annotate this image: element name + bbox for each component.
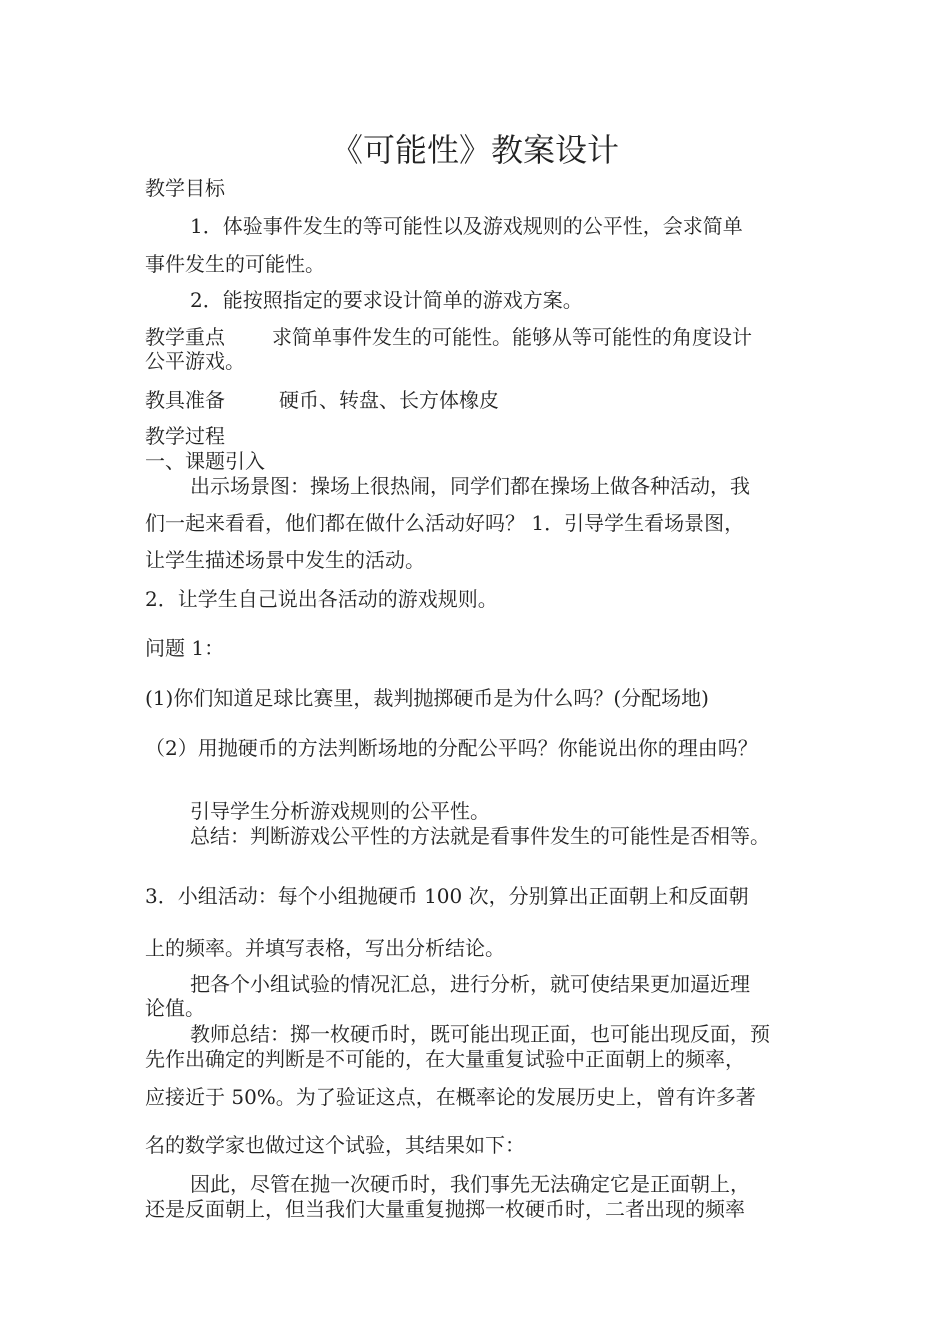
guide-line: 引导学生分析游戏规则的公平性。 xyxy=(190,799,490,823)
objective-1-line-2: 事件发生的可能性。 xyxy=(145,252,325,276)
section-1-heading: 一、课题引入 xyxy=(145,449,265,473)
aggregate-line-1: 把各个小组试验的情况汇总，进行分析，就可使结果更加逼近理 xyxy=(190,972,750,996)
intro-line-2: 们一起来看看，他们都在做什么活动好吗？ 1．引导学生看场景图， xyxy=(145,511,745,535)
question-1-1: (1)你们知道足球比赛里，裁判抛掷硬币是为什么吗？(分配场地) xyxy=(145,686,709,710)
key-point-label: 教学重点 xyxy=(145,325,225,349)
tools-text: 硬币、转盘、长方体橡皮 xyxy=(279,388,499,412)
summary-line: 总结：判断游戏公平性的方法就是看事件发生的可能性是否相等。 xyxy=(190,824,770,848)
objective-2: 2．能按照指定的要求设计简单的游戏方案。 xyxy=(190,288,583,312)
process-heading: 教学过程 xyxy=(145,424,225,448)
objectives-heading: 教学目标 xyxy=(145,176,225,200)
step-3-line-2: 上的频率。并填写表格，写出分析结论。 xyxy=(145,936,505,960)
intro-line-3: 让学生描述场景中发生的活动。 xyxy=(145,548,425,572)
tools-label: 教具准备 xyxy=(145,388,225,412)
question-1-label: 问题 1： xyxy=(145,636,225,660)
question-1-2: （2）用抛硬币的方法判断场地的分配公平吗？你能说出你的理由吗？ xyxy=(145,736,758,760)
step-3-line-1: 3．小组活动：每个小组抛硬币 100 次，分别算出正面朝上和反面朝 xyxy=(145,884,749,908)
objective-1-line-1: 1．体验事件发生的等可能性以及游戏规则的公平性，会求简单 xyxy=(190,214,743,238)
teacher-line-4: 名的数学家也做过这个试验，其结果如下： xyxy=(145,1133,525,1157)
intro-line-1: 出示场景图：操场上很热闹，同学们都在操场上做各种活动，我 xyxy=(190,474,750,498)
key-point-text: 求简单事件发生的可能性。能够从等可能性的角度设计 xyxy=(272,325,752,349)
step-2: 2．让学生自己说出各活动的游戏规则。 xyxy=(145,587,498,611)
conclusion-line-2: 还是反面朝上，但当我们大量重复抛掷一枚硬币时，二者出现的频率 xyxy=(145,1197,745,1221)
aggregate-line-2: 论值。 xyxy=(145,996,205,1020)
key-point-row xyxy=(145,325,752,349)
conclusion-line-1: 因此，尽管在抛一次硬币时，我们事先无法确定它是正面朝上， xyxy=(190,1172,750,1196)
teacher-line-1: 教师总结：掷一枚硬币时，既可能出现正面，也可能出现反面，预 xyxy=(190,1022,770,1046)
teacher-line-2: 先作出确定的判断是不可能的，在大量重复试验中正面朝上的频率， xyxy=(145,1047,745,1071)
document-title: 《可能性》教案设计 xyxy=(330,131,619,169)
tools-row xyxy=(145,388,499,412)
key-point-text-continued: 公平游戏。 xyxy=(145,349,245,373)
teacher-line-3: 应接近于 50%。为了验证这点，在概率论的发展历史上，曾有许多著 xyxy=(145,1085,756,1109)
